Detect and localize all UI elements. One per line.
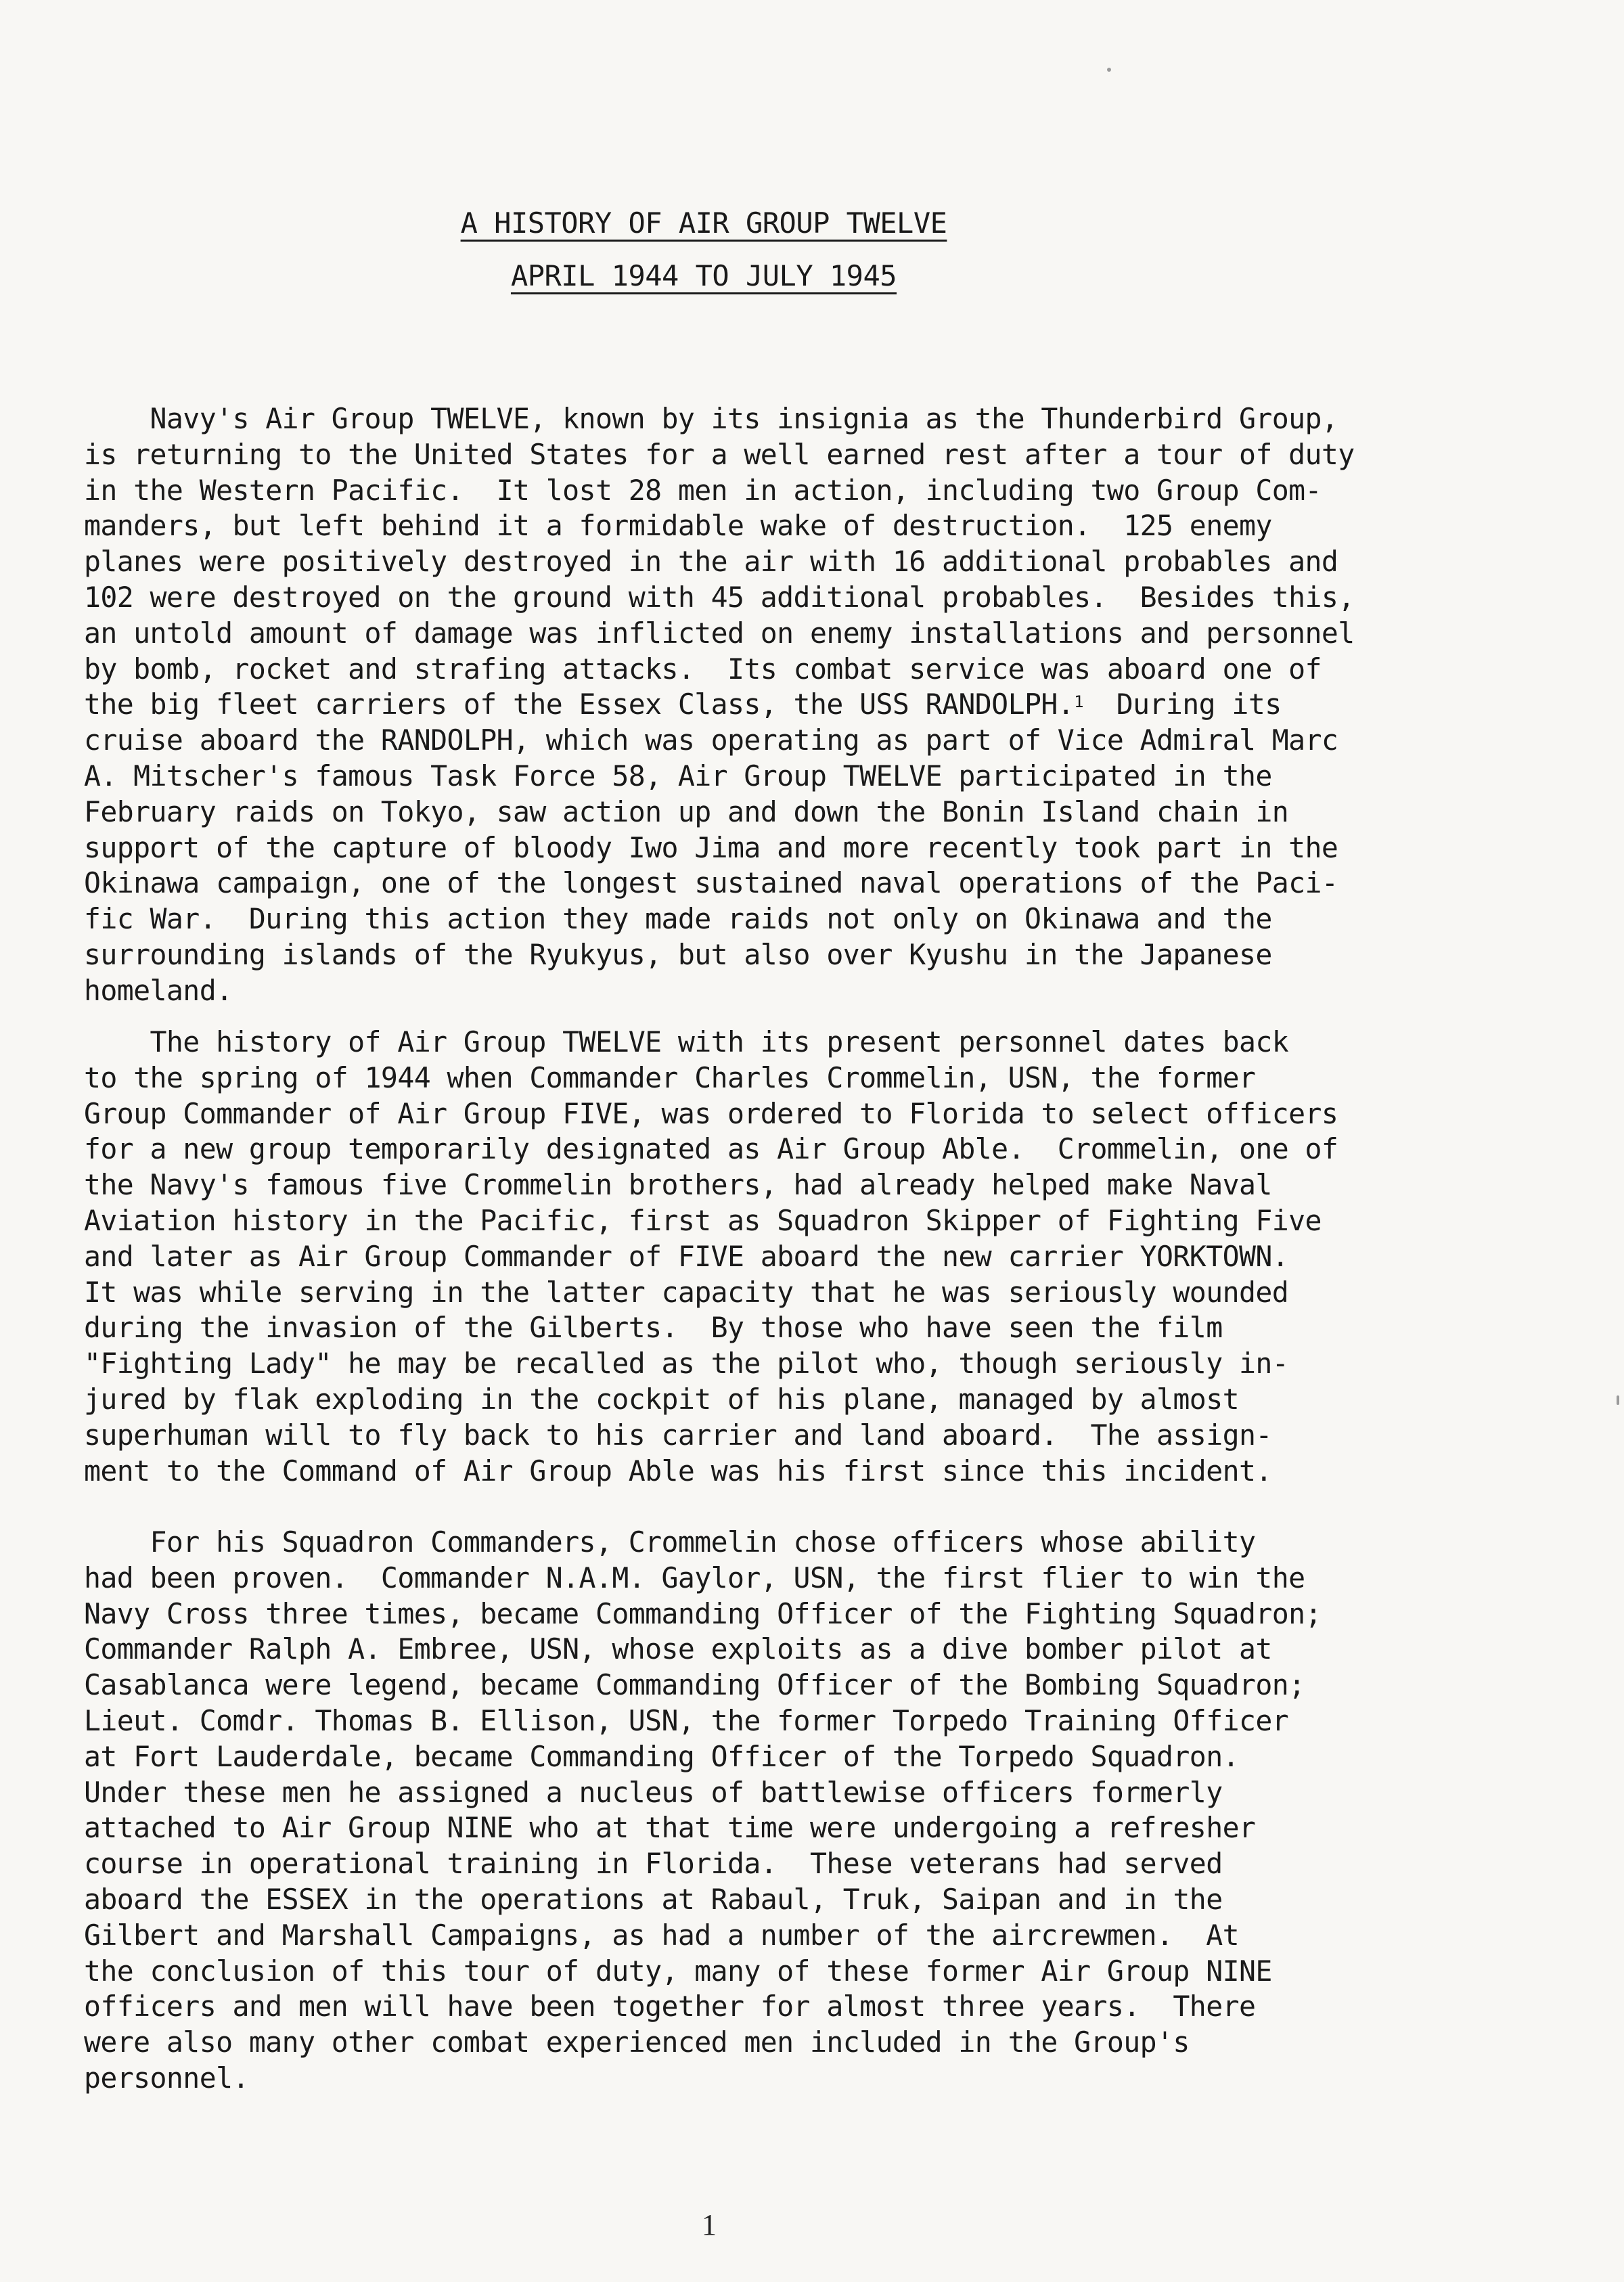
text-line: Group Commander of Air Group FIVE, was ordered to Florida to select officers	[84, 1096, 1338, 1130]
text-line: in the Western Pacific. It lost 28 men in action, including two Group Com-	[84, 473, 1322, 507]
text-line: surrounding islands of the Ryukyus, but also over Kyushu in the Japanese	[84, 937, 1272, 971]
paper-speck	[1107, 68, 1111, 72]
text-line: course in operational training in Florida. These veterans had served	[84, 1847, 1223, 1881]
text-line: planes were positively destroyed in the air with 16 additional probables and	[84, 545, 1338, 579]
text-line: Commander Ralph A. Embree, USN, whose exploits as a dive bomber pilot at	[84, 1632, 1272, 1666]
text-line-with-footnote	[84, 687, 1444, 723]
footnote-marker: 1	[1074, 692, 1083, 712]
document-title: A HISTORY OF AIR GROUP TWELVE	[460, 206, 947, 240]
text-line: February raids on Tokyo, saw action up and down the Bonin Island chain in	[84, 795, 1289, 828]
text-line: is returning to the United States for a well earned rest after a tour of duty	[84, 437, 1355, 471]
text-line: superhuman will to fly back to his carrier and land aboard. The assign-	[84, 1418, 1272, 1452]
text-line: an untold amount of damage was inflicted on enemy installations and personnel	[84, 616, 1355, 650]
text-line: aboard the ESSEX in the operations at Rabaul, Truk, Saipan and in the	[84, 1882, 1223, 1916]
text-line: manders, but left behind it a formidable wake of destruction. 125 enemy	[84, 509, 1272, 543]
paper-speck	[1617, 1395, 1619, 1405]
text-line: were also many other combat experienced men included in the Group's	[84, 2026, 1190, 2059]
text-line: at Fort Lauderdale, became Commanding Officer of the Torpedo Squadron.	[84, 1739, 1239, 1773]
text-line: cruise aboard the RANDOLPH, which was operating as part of Vice Admiral Marc	[84, 723, 1338, 757]
text-line: ment to the Command of Air Group Able was his first since this incident.	[84, 1454, 1272, 1487]
text-line: personnel.	[84, 2061, 249, 2095]
text-line: It was while serving in the latter capacity that he was seriously wounded	[84, 1275, 1289, 1309]
text-line: Okinawa campaign, one of the longest sustained naval operations of the Paci-	[84, 866, 1338, 900]
document-subtitle-dates: APRIL 1944 TO JULY 1945	[510, 259, 897, 292]
page-number: 1	[702, 2208, 717, 2241]
text-segment: the big fleet carriers of the Essex Class, the USS RANDOLPH.	[84, 688, 1075, 721]
text-segment: During its	[1083, 688, 1282, 721]
text-line: "Fighting Lady" he may be recalled as the pilot who, though seriously in-	[84, 1347, 1289, 1381]
text-line: homeland.	[84, 973, 233, 1007]
paragraph-1	[84, 401, 1444, 1009]
text-line: Navy's Air Group TWELVE, known by its insignia as the Thunderbird Group,	[84, 402, 1338, 435]
text-line: jured by flak exploding in the cockpit of his plane, managed by almost	[84, 1382, 1239, 1416]
text-line: attached to Air Group NINE who at that time were undergoing a refresher	[84, 1811, 1256, 1845]
text-line: Gilbert and Marshall Campaigns, as had a number of the aircrewmen. At	[84, 1918, 1239, 1952]
text-line: Aviation history in the Pacific, first as Squadron Skipper of Fighting Five	[84, 1203, 1322, 1237]
text-line: the conclusion of this tour of duty, many of these former Air Group NINE	[84, 1954, 1272, 1988]
text-line: the Navy's famous five Crommelin brothers, had already helped make Naval	[84, 1168, 1272, 1202]
text-line: officers and men will have been together for almost three years. There	[84, 1990, 1256, 2023]
text-line: and later as Air Group Commander of FIVE aboard the new carrier YORKTOWN.	[84, 1239, 1289, 1273]
text-line: had been proven. Commander N.A.M. Gaylor, USN, the first flier to win the	[84, 1561, 1305, 1594]
text-line: support of the capture of bloody Iwo Jima and more recently took part in the	[84, 830, 1338, 864]
text-line: A. Mitscher's famous Task Force 58, Air Group TWELVE participated in the	[84, 759, 1272, 792]
text-line: during the invasion of the Gilberts. By those who have seen the film	[84, 1311, 1223, 1345]
text-line: to the spring of 1944 when Commander Charles Crommelin, USN, the former	[84, 1060, 1256, 1094]
text-line: Lieut. Comdr. Thomas B. Ellison, USN, the former Torpedo Training Officer	[84, 1703, 1289, 1737]
text-line: Casablanca were legend, became Commanding Officer of the Bombing Squadron;	[84, 1668, 1305, 1702]
text-line: fic War. During this action they made raids not only on Okinawa and the	[84, 902, 1272, 936]
text-line: For his Squadron Commanders, Crommelin chose officers whose ability	[84, 1525, 1256, 1559]
paragraph-2	[84, 1025, 1444, 1489]
text-line: by bomb, rocket and strafing attacks. Its combat service was aboard one of	[84, 652, 1322, 686]
text-line: 102 were destroyed on the ground with 45 additional probables. Besides this,	[84, 580, 1355, 614]
text-line: Navy Cross three times, became Commanding Officer of the Fighting Squadron;	[84, 1596, 1322, 1630]
text-line: The history of Air Group TWELVE with its present personnel dates back	[84, 1025, 1289, 1058]
text-line: Under these men he assigned a nucleus of battlewise officers formerly	[84, 1775, 1223, 1809]
paragraph-3	[84, 1525, 1444, 2097]
text-line: for a new group temporarily designated as Air Group Able. Crommelin, one of	[84, 1132, 1338, 1166]
